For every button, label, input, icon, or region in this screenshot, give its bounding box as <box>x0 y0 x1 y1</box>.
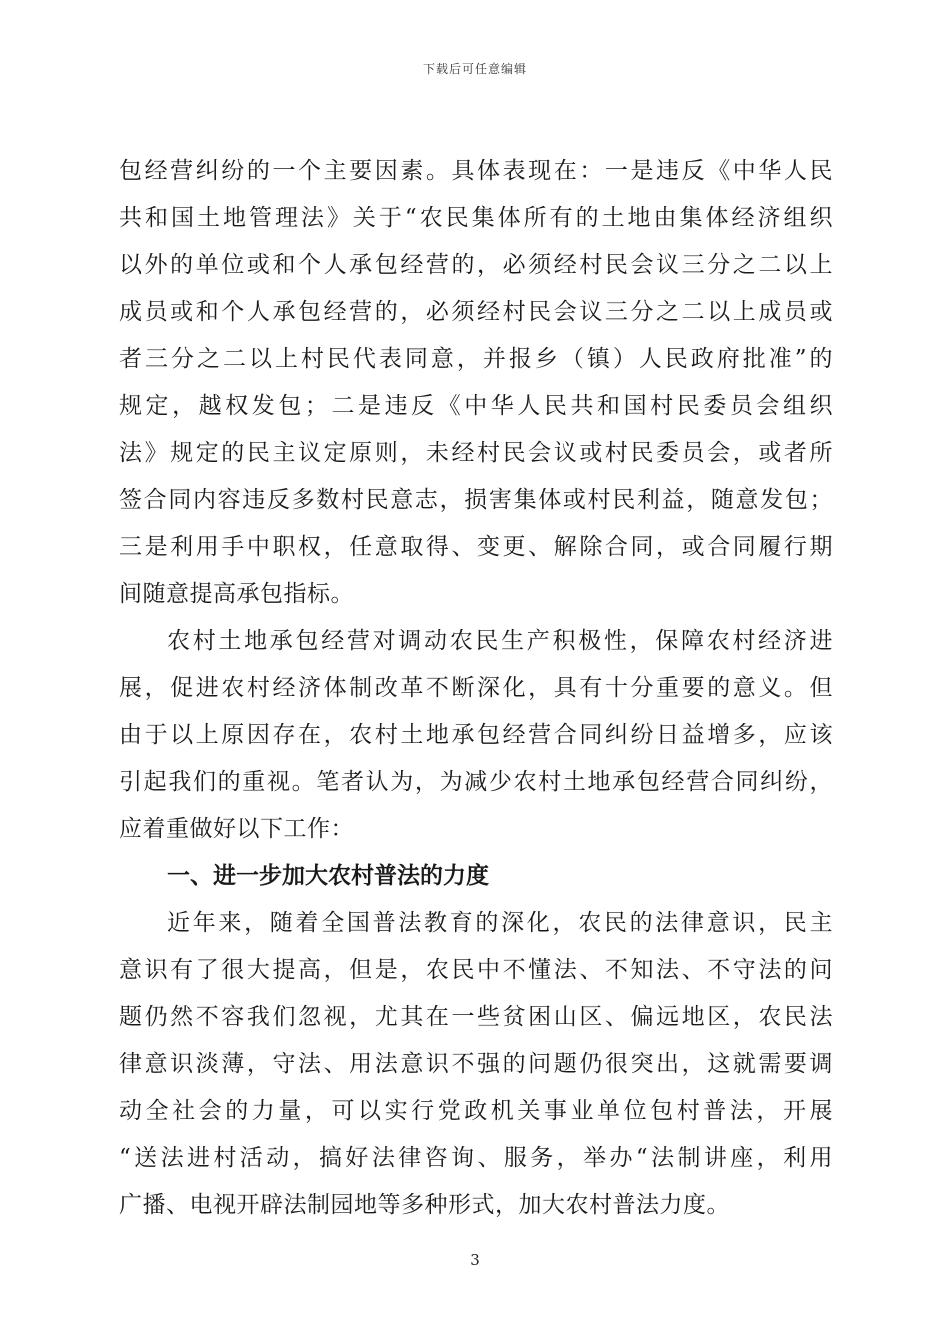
text-line: 近年来，随着全国普法教育的深化，农民的法律意识，民主 <box>167 910 833 936</box>
text-line: 应着重做好以下工作： <box>119 816 354 842</box>
text-line: 广播、电视开辟法制园地等多种形式，加大农村普法力度。 <box>119 1192 730 1218</box>
text-line: 间随意提高承包指标。 <box>119 581 354 607</box>
text-line: 由于以上原因存在，农村土地承包经营合同纠纷日益增多，应该 <box>119 722 833 748</box>
paragraph-3 <box>119 900 833 1229</box>
text-line: 共和国土地管理法》关于“农民集体所有的土地由集体经济组织 <box>119 205 833 231</box>
text-line: 者三分之二以上村民代表同意，并报乡（镇）人民政府批准”的 <box>119 346 833 372</box>
section-heading: 一、进一步加大农村普法的力度 <box>167 863 489 889</box>
text-line: 成员或和个人承包经营的，必须经村民会议三分之二以上成员或 <box>119 299 833 325</box>
text-line: 引起我们的重视。笔者认为，为减少农村土地承包经营合同纠纷， <box>119 769 833 795</box>
text-line: 法》规定的民主议定原则，未经村民会议或村民委员会，或者所 <box>119 440 833 466</box>
document-body <box>119 148 833 1229</box>
text-line: 律意识淡薄，守法、用法意识不强的问题仍很突出，这就需要调 <box>119 1051 833 1077</box>
text-line: 题仍然不容我们忽视，尤其在一些贫困山区、偏远地区，农民法 <box>119 1004 833 1030</box>
page-number: 3 <box>470 1251 480 1269</box>
text-line: 签合同内容违反多数村民意志，损害集体或村民利益，随意发包； <box>119 487 833 513</box>
text-line: 农村土地承包经营对调动农民生产积极性，保障农村经济进 <box>167 628 833 654</box>
page-header: 下载后可任意编辑 <box>422 62 527 76</box>
text-line: 动全社会的力量，可以实行党政机关事业单位包村普法，开展 <box>119 1098 833 1124</box>
text-line: 意识有了很大提高，但是，农民中不懂法、不知法、不守法的问 <box>119 957 833 983</box>
text-line: 规定，越权发包；二是违反《中华人民共和国村民委员会组织 <box>119 393 833 419</box>
text-line: 展，促进农村经济体制改革不断深化，具有十分重要的意义。但 <box>119 675 833 701</box>
text-line: 以外的单位或和个人承包经营的，必须经村民会议三分之二以上 <box>119 252 833 278</box>
text-line: “送法进村活动，搞好法律咨询、服务，举办“法制讲座，利用 <box>119 1145 833 1171</box>
paragraph-2 <box>119 618 833 853</box>
text-line: 包经营纠纷的一个主要因素。具体表现在：一是违反《中华人民 <box>119 158 833 184</box>
paragraph-1 <box>119 148 833 618</box>
text-line: 三是利用手中职权，任意取得、变更、解除合同，或合同履行期 <box>119 534 833 560</box>
